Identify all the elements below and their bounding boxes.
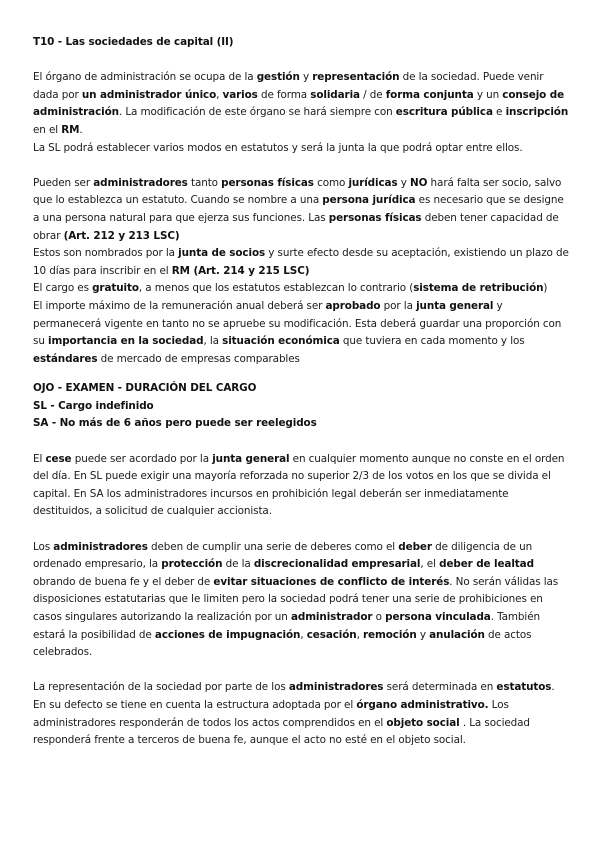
bold-term: cesación xyxy=(306,628,357,641)
bold-term: acciones de impugnación xyxy=(154,628,301,641)
text-run: de mercado de empresas comparables xyxy=(97,352,300,365)
text-run: por la xyxy=(380,299,417,312)
text-run: . La modificación de este órgano se hará siempre con xyxy=(118,106,396,119)
text-run: será determinada en xyxy=(383,681,497,694)
text-run: La representación de la sociedad por parte de los xyxy=(33,681,289,694)
text-run: y surte efecto desde su aceptación, existiendo un plazo de 10 días para inscribir en el xyxy=(33,247,569,277)
exam-sl-duration: SL - Cargo indefinido xyxy=(33,399,154,412)
document-body xyxy=(33,34,569,750)
bold-term: situación económica xyxy=(222,335,340,348)
text-run: deben de cumplir una serie de deberes como el xyxy=(147,540,399,553)
text-run: es necesario que se designe a una persona natural para que ejerza sus funciones. Las xyxy=(33,194,564,224)
bold-term: administrador xyxy=(290,611,373,623)
bold-term: varios xyxy=(222,88,258,101)
paragraph-cargo-gratuito xyxy=(33,280,569,298)
bold-term: un administrador único xyxy=(81,88,217,101)
bold-term: aprobado xyxy=(325,299,381,312)
bold-term: (Art. 212 y 213 LSC) xyxy=(63,229,180,242)
text-run: como xyxy=(313,176,349,189)
text-run: El xyxy=(33,452,46,465)
text-run: y xyxy=(397,176,411,189)
text-run: ) xyxy=(543,282,548,295)
text-run: Estos son nombrados por la xyxy=(33,247,179,260)
text-run: en el xyxy=(33,123,62,136)
bold-term: jurídicas xyxy=(348,176,398,189)
bold-term: importancia en la sociedad xyxy=(48,335,204,348)
text-run: . La sociedad responderá frente a terceros de buena fe, aunque el acto no esté en el objeto social. xyxy=(33,716,530,747)
text-run: , xyxy=(356,628,364,641)
text-run: La SL podrá establecer varios modos en estatutos y será la junta la que podrá optar entre ellos. xyxy=(33,141,523,154)
text-run: El cargo es xyxy=(33,282,93,295)
bold-term: protección xyxy=(161,558,223,571)
text-run: puede ser acordado por la xyxy=(71,452,213,465)
bold-term: junta general xyxy=(212,452,290,465)
paragraph-administradores-personas xyxy=(33,175,569,245)
bold-term: escritura pública xyxy=(395,106,493,119)
bold-term: administradores xyxy=(93,176,188,189)
bold-term: inscripción xyxy=(505,106,569,119)
text-run: Los administradores responderán de todos los actos comprendidos en el xyxy=(33,698,509,729)
bold-term: forma conjunta xyxy=(385,88,474,101)
bold-term: discrecionalidad empresarial xyxy=(253,558,421,571)
text-run: . No serán válidas las disposiciones estatutarias que le limiten pero la sociedad podrá tener una serie de prohibiciones en casos singulares autorizando la realización por un xyxy=(33,575,559,623)
text-run: , el xyxy=(420,558,440,571)
text-run: deben tener capacidad de obrar xyxy=(33,211,559,242)
text-run: de diligencia de un ordenado empresario, la xyxy=(33,540,533,571)
bold-term: estatutos xyxy=(496,681,552,694)
bold-term: junta de socios xyxy=(178,247,266,260)
text-run: tanto xyxy=(187,176,222,189)
bold-term: estándares xyxy=(33,352,98,365)
paragraph-nombramiento xyxy=(33,245,569,280)
text-run: , a menos que los estatutos establezcan lo contrario ( xyxy=(138,282,414,295)
bold-term: remoción xyxy=(363,628,417,641)
paragraph-cese xyxy=(33,451,569,521)
bold-term: personas físicas xyxy=(221,176,314,189)
text-run: , xyxy=(216,88,223,101)
paragraph-deberes xyxy=(33,539,569,662)
text-run: hará falta ser socio, salvo que lo establezca un estatuto. Cuando se nombre a una xyxy=(33,176,562,207)
bold-term: personas físicas xyxy=(328,211,422,224)
text-run: , xyxy=(300,628,307,641)
text-run: Los xyxy=(33,540,54,553)
exam-heading: OJO - EXAMEN - DURACIÓN DEL CARGO xyxy=(33,382,257,395)
paragraph-organo-administracion xyxy=(33,69,569,139)
bold-term: deber xyxy=(398,540,432,553)
bold-term: gratuito xyxy=(92,282,139,295)
text-run: y xyxy=(416,628,430,641)
document-title: T10 - Las sociedades de capital (II) xyxy=(33,36,234,48)
text-run: . También estará la posibilidad de xyxy=(33,611,540,641)
text-run: de forma xyxy=(257,88,311,101)
text-run: El órgano de administración se ocupa de la xyxy=(33,71,257,84)
bold-term: consejo de administración xyxy=(33,88,565,119)
bold-term: NO xyxy=(410,176,428,189)
bold-term: RM xyxy=(61,123,80,136)
text-run: obrando de buena fe y el deber de xyxy=(33,575,214,588)
text-run: e xyxy=(492,106,506,119)
text-run: de la sociedad. Puede venir dada por xyxy=(33,71,544,101)
text-run: en cualquier momento aunque no conste en el orden del día. En SL puede exigir una mayoría reforzada no superior 2/3 de los votos en los que se divida el capital. En SA los administradores incursos en prohibición legal deberán ser inmediatamente destituidos, a solicitud de cualquier accionista. xyxy=(33,452,565,518)
text-run: El importe máximo de la remuneración anual deberá ser xyxy=(33,299,326,312)
text-run: y xyxy=(299,71,313,84)
exam-sa-duration: SA - No más de 6 años pero puede ser reelegidos xyxy=(33,417,317,430)
text-run: de la xyxy=(222,558,254,571)
bold-term: administradores xyxy=(288,681,384,694)
text-run: . xyxy=(79,123,83,136)
text-run: o xyxy=(372,611,386,623)
bold-term: anulación xyxy=(429,628,485,641)
paragraph-representacion xyxy=(33,679,569,749)
bold-term: representación xyxy=(312,71,400,84)
bold-term: órgano administrativo. xyxy=(356,698,489,711)
text-run: / de xyxy=(359,88,386,101)
bold-term: persona vinculada xyxy=(385,611,491,623)
text-run: Pueden ser xyxy=(33,176,94,189)
text-run: de actos celebrados. xyxy=(33,628,532,659)
text-run: y un xyxy=(473,88,503,101)
bold-term: cese xyxy=(45,452,72,465)
bold-term: sistema de retribución xyxy=(413,282,544,295)
bold-term: evitar situaciones de conflicto de interés xyxy=(213,575,450,588)
bold-term: persona jurídica xyxy=(322,194,416,207)
bold-term: objeto social xyxy=(386,716,460,729)
bold-term: gestión xyxy=(256,71,300,84)
paragraph-remuneracion xyxy=(33,298,569,368)
bold-term: RM (Art. 214 y 215 LSC) xyxy=(171,264,310,277)
bold-term: solidaria xyxy=(310,88,360,101)
bold-term: junta general xyxy=(416,299,494,312)
text-run: , la xyxy=(203,335,223,348)
bold-term: administradores xyxy=(53,540,148,553)
text-run: y permanecerá vigente en tanto no se apruebe su modificación. Esta deberá guardar una proporción con su xyxy=(33,299,562,348)
bold-term: deber de lealtad xyxy=(439,558,534,571)
text-run: que tuviera en cada momento y los xyxy=(339,335,525,348)
text-run: . En su defecto se tiene en cuenta la estructura adoptada por el xyxy=(33,681,555,711)
paragraph-sl-modos xyxy=(33,140,569,158)
